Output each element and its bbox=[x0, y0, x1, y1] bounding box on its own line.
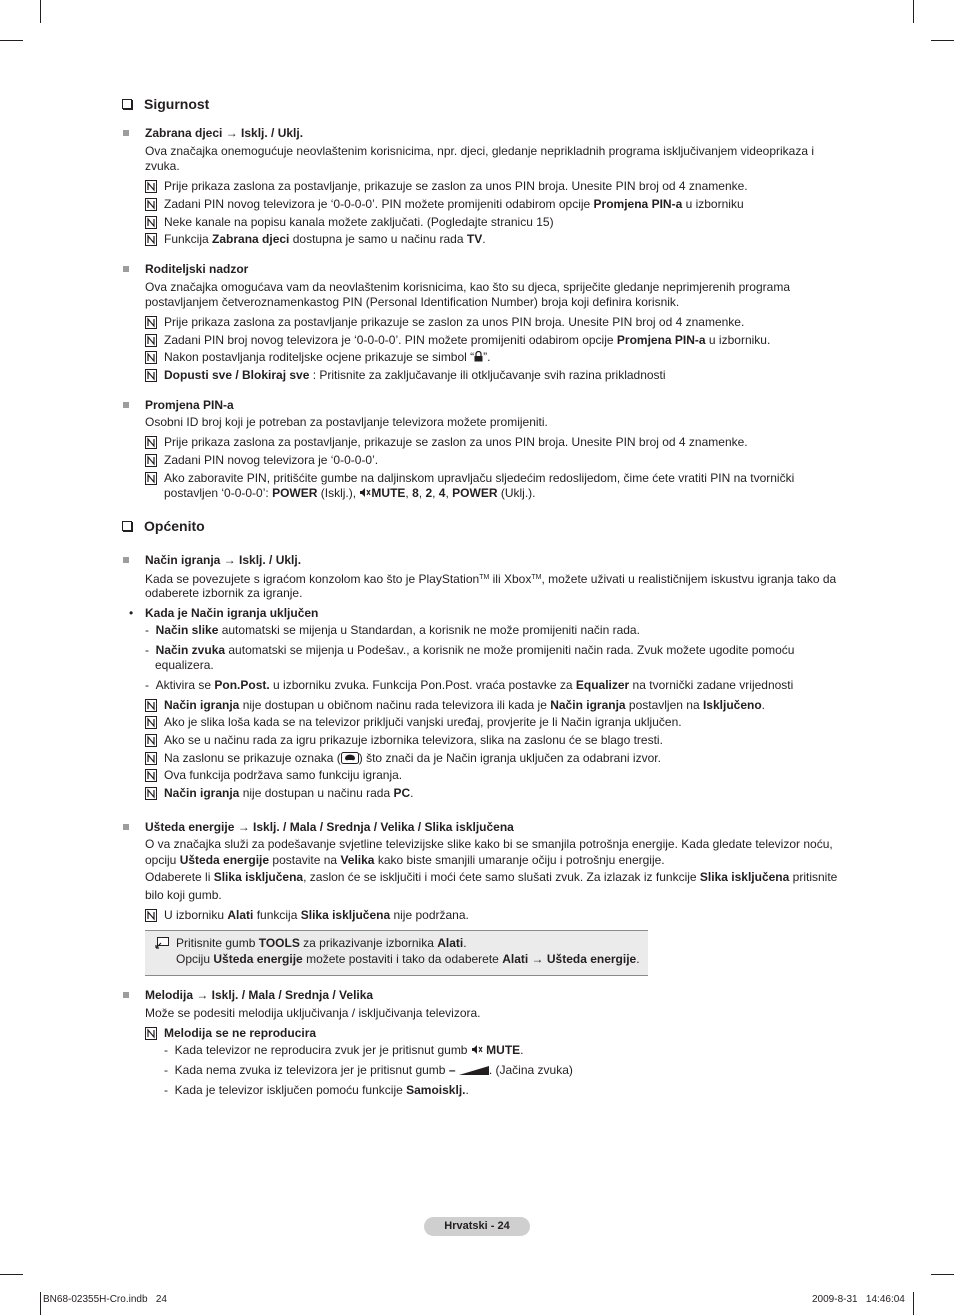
tip-text: Opciju Ušteda energije možete postaviti i tako da odaberete Alati → Ušteda energije. bbox=[176, 952, 640, 966]
item-description: Osobni ID broj koji je potreban za postavljanje televizora možete promijeniti. bbox=[145, 415, 548, 429]
note-icon bbox=[145, 716, 157, 729]
crop-mark bbox=[0, 40, 23, 41]
note-text: Prije prikaza zaslona za postavljanje prikazuje se zaslon za unos PIN broja. Unesite PIN broj od 4 znamenke. bbox=[164, 315, 745, 329]
item-description: Kada se povezujete s igraćom konzolom kao što je PlayStation™ ili Xbox™, možete uživati u realističnijem iskustvu igranja tako da bbox=[145, 572, 837, 586]
item-heading: Melodija → Isklj. / Mala / Srednja / Velika bbox=[145, 988, 374, 1002]
item-description: bilo koji gumb. bbox=[145, 888, 222, 902]
checkbox-icon bbox=[122, 521, 132, 531]
note-text: Neke kanale na popisu kanala možete zaključati. (Pogledajte stranicu 15) bbox=[164, 215, 554, 229]
square-bullet-icon bbox=[123, 824, 129, 830]
checkbox-icon bbox=[122, 99, 132, 109]
note-icon bbox=[145, 472, 157, 485]
square-bullet-icon bbox=[123, 557, 129, 563]
note-text: Zadani PIN novog televizora je ‘0-0-0-0’. PIN možete promijeniti odabirom opcije Promjena PIN-a u izborniku bbox=[164, 197, 744, 211]
item-heading: Ušteda energije → Isklj. / Mala / Srednja / Velika / Slika isključena bbox=[145, 820, 514, 834]
crop-mark bbox=[931, 40, 954, 41]
dash-item: - Aktivira se Pon.Post. u izborniku zvuka. Funkcija Pon.Post. vraća postavke za Equalizer na tvornički zadane vrijednosti bbox=[145, 678, 794, 692]
crop-mark bbox=[40, 0, 41, 23]
note-icon bbox=[145, 787, 157, 800]
note-text: Funkcija Zabrana djeci dostupna je samo u načinu rada TV. bbox=[164, 232, 486, 246]
gamepad-icon bbox=[341, 752, 359, 764]
note-icon bbox=[145, 699, 157, 712]
note-icon bbox=[145, 909, 157, 922]
item-description: Odaberete li Slika isključena, zaslon će se isključiti i moći ćete samo slušati zvuk. Za izlazak iz funkcije Slika isključena pritisnite bbox=[145, 870, 838, 884]
dash-item: - Način slike automatski se mijenja u Standardan, a korisnik ne može promijeniti način rada. bbox=[145, 623, 640, 637]
item-heading: Promjena PIN-a bbox=[145, 398, 234, 412]
dash-item: - Kada je televizor isključen pomoću funkcije Samoisklj.. bbox=[164, 1083, 469, 1097]
file-info: BN68-02355H-Cro.indb 24 bbox=[43, 1294, 167, 1305]
item-description: opciju Ušteda energije postavite na Velika kako biste smanjili umaranje očiju i potrošnju energije. bbox=[145, 853, 665, 867]
mute-icon bbox=[471, 1044, 483, 1055]
dash-item: - Kada nema zvuka iz televizora jer je pritisnut gumb – . (Jačina zvuka) bbox=[164, 1063, 573, 1077]
item-description: Ova značajka omogućava vam da neovlaštenim korisnicima, kao što su djeca, spriječite gledanje neprimjerenih programa bbox=[145, 280, 790, 294]
note-text: Prije prikaza zaslona za postavljanje, prikazuje se zaslon za unos PIN broja. Unesite PIN broj od 4 znamenke. bbox=[164, 179, 748, 193]
note-icon bbox=[145, 198, 157, 211]
note-icon bbox=[145, 334, 157, 347]
note-icon bbox=[145, 454, 157, 467]
item-heading: Zabrana djeci → Isklj. / Uklj. bbox=[145, 126, 304, 140]
crop-mark bbox=[931, 1274, 954, 1275]
note-text: Ako je slika loša kada se na televizor priključi vanjski uređaj, provjerite je li Način igranja uključen. bbox=[164, 715, 682, 729]
note-icon bbox=[145, 769, 157, 782]
note-icon bbox=[145, 351, 157, 364]
note-text: Način igranja nije dostupan u običnom načinu rada televizora ili kada je Način igranja postavljen na Isključeno. bbox=[164, 698, 765, 712]
note-icon bbox=[145, 180, 157, 193]
note-text: Ako se u načinu rada za igru prikazuje izbornika televizora, slika na zaslonu će se blago tresti. bbox=[164, 733, 663, 747]
note-icon bbox=[145, 734, 157, 747]
item-description: odaberete izbornik za igranje. bbox=[145, 586, 303, 600]
item-description: zvuka. bbox=[145, 159, 180, 173]
note-text: postavljen ‘0-0-0-0’: POWER (Isklj.), MUTE, 8, 2, 4, POWER (Uklj.). bbox=[164, 486, 536, 500]
note-icon bbox=[145, 436, 157, 449]
note-text: Dopusti sve / Blokiraj sve : Pritisnite za zaključavanje ili otključavanje svih razina prikladnosti bbox=[164, 368, 666, 382]
item-description: Ova značajka onemogućuje neovlaštenim korisnicima, npr. djeci, gledanje neprikladnih programa isključivanjem videoprikaza i bbox=[145, 144, 815, 158]
volume-down-icon bbox=[459, 1066, 489, 1075]
note-text: Melodija se ne reproducira bbox=[164, 1026, 317, 1040]
square-bullet-icon bbox=[123, 402, 129, 408]
note-icon bbox=[145, 752, 157, 765]
crop-mark bbox=[0, 1274, 23, 1275]
note-text: Zadani PIN novog televizora je ‘0-0-0-0’. bbox=[164, 453, 379, 467]
tools-icon bbox=[155, 937, 169, 949]
section-title: Sigurnost bbox=[122, 95, 209, 113]
note-icon bbox=[145, 369, 157, 382]
mute-icon bbox=[359, 487, 371, 498]
item-description: postavljanjem četveroznamenkastog PIN (Personal Identification Number) broja koji definira korisnik. bbox=[145, 295, 680, 309]
note-text: Način igranja nije dostupan u načinu rada PC. bbox=[164, 786, 414, 800]
item-description: Može se podesiti melodija uključivanja / isključivanja televizora. bbox=[145, 1006, 481, 1020]
lock-icon bbox=[474, 351, 483, 362]
item-heading: Roditeljski nadzor bbox=[145, 262, 249, 276]
dash-item: - Kada televizor ne reproducira zvuk jer je pritisnut gumb MUTE. bbox=[164, 1043, 524, 1057]
section-title: Općenito bbox=[122, 517, 205, 535]
dash-item: - Način zvuka automatski se mijenja u Podešav., a korisnik ne može promijeniti način rada. Zvuk možete ugodite pomoću bbox=[145, 643, 795, 657]
print-date: 2009-8-31 14:46:04 bbox=[812, 1294, 905, 1305]
note-icon bbox=[145, 216, 157, 229]
bullet-heading: Kada je Način igranja uključen bbox=[145, 606, 319, 620]
note-text: Prije prikaza zaslona za postavljanje, prikazuje se zaslon za unos PIN broja. Unesite PIN broj od 4 znamenke. bbox=[164, 435, 748, 449]
note-icon bbox=[145, 233, 157, 246]
bullet-dot: • bbox=[129, 606, 134, 620]
note-text: Ako zaboravite PIN, pritišćite gumbe na daljinskom upravljaču sljedećim redoslijedom, čime ćete vratiti PIN na tvornički bbox=[164, 471, 795, 485]
note-icon bbox=[145, 316, 157, 329]
page-number: Hrvatski - 24 bbox=[424, 1217, 530, 1236]
note-icon bbox=[145, 1027, 157, 1040]
crop-mark bbox=[913, 0, 914, 23]
square-bullet-icon bbox=[123, 130, 129, 136]
tip-text: Pritisnite gumb TOOLS za prikazivanje izbornika Alati. bbox=[176, 936, 467, 950]
note-text: U izborniku Alati funkcija Slika isključena nije podržana. bbox=[164, 908, 469, 922]
item-heading: Način igranja → Isklj. / Uklj. bbox=[145, 553, 302, 567]
square-bullet-icon bbox=[123, 992, 129, 998]
item-description: O va značajka služi za podešavanje svjetline televizijske slike kako bi se smanjila potrošnja energije. Kada gledate televizor noću, bbox=[145, 837, 833, 851]
crop-mark bbox=[40, 1292, 41, 1315]
note-text: Nakon postavljanja roditeljske ocjene prikazuje se simbol “ ”. bbox=[164, 350, 491, 364]
note-text: Zadani PIN broj novog televizora je ‘0-0-0-0’. PIN možete promijeniti odabirom opcije Promjena PIN-a u izborniku. bbox=[164, 333, 771, 347]
note-text: Na zaslonu se prikazuje oznaka ( ) što znači da je Način igranja uključen za odabrani izvor. bbox=[164, 751, 661, 765]
crop-mark bbox=[913, 1292, 914, 1315]
square-bullet-icon bbox=[123, 266, 129, 272]
note-text: Ova funkcija podržava samo funkciju igranja. bbox=[164, 768, 403, 782]
dash-item-cont: equalizera. bbox=[155, 658, 214, 672]
